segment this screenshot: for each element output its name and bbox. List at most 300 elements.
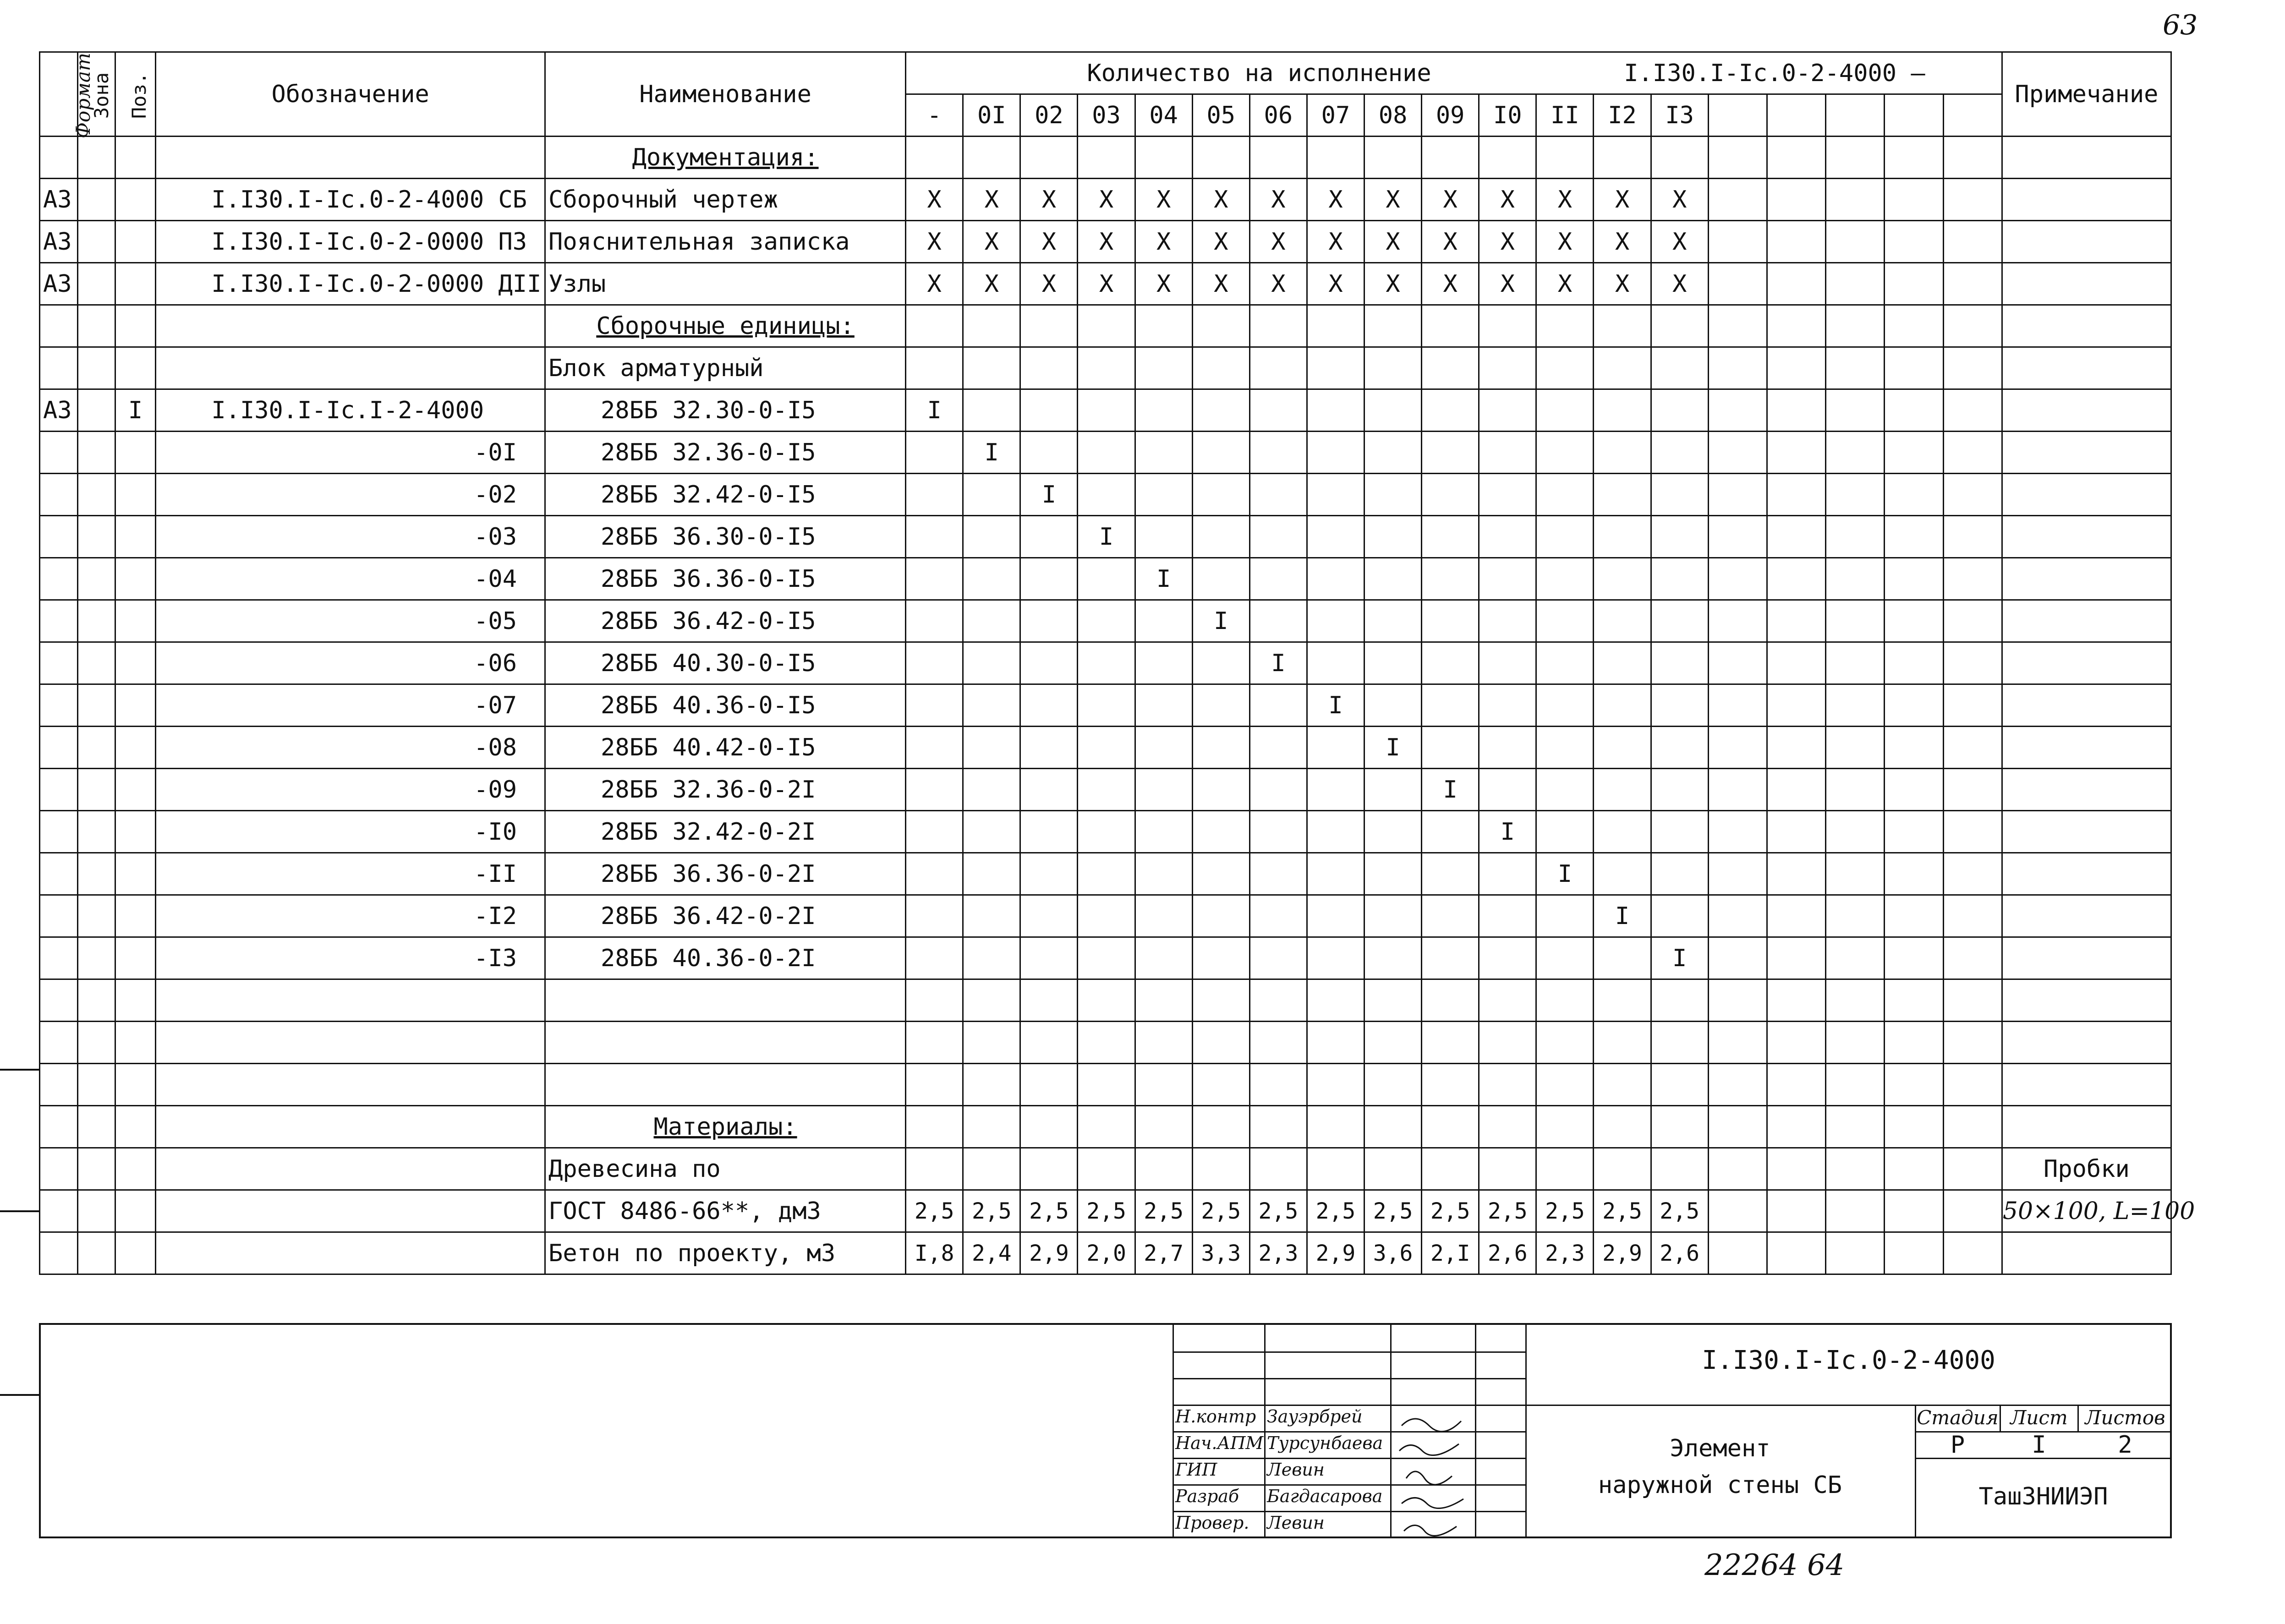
quantity-header bbox=[906, 52, 2002, 94]
quantity-cell bbox=[1479, 474, 1536, 516]
name-cell: 28ББ 36.36-0-2I bbox=[545, 853, 906, 895]
pos-cell bbox=[115, 516, 156, 558]
quantity-cell bbox=[1536, 1106, 1594, 1148]
role-label: Н.контр bbox=[1175, 1406, 1256, 1427]
quantity-cell bbox=[1078, 1106, 1135, 1148]
quantity-cell bbox=[1651, 853, 1708, 895]
role-name: Левин bbox=[1267, 1460, 1325, 1480]
quantity-cell: 2,5 bbox=[1020, 1190, 1078, 1232]
empty-cell bbox=[1708, 221, 1767, 263]
quantity-cell bbox=[1364, 389, 1422, 432]
quantity-cell: 2,9 bbox=[1020, 1232, 1078, 1274]
quantity-cell bbox=[906, 979, 963, 1022]
empty-cell bbox=[1708, 474, 1767, 516]
designation-cell: -09 bbox=[156, 769, 545, 811]
quantity-cell bbox=[1307, 516, 1364, 558]
empty-cell bbox=[1767, 937, 1825, 979]
quantity-cell bbox=[1594, 1022, 1651, 1064]
format-cell bbox=[40, 305, 78, 347]
zone-cell bbox=[78, 1064, 115, 1106]
title-line-2: наружной стены СБ bbox=[1598, 1471, 1842, 1499]
quantity-cell bbox=[1192, 347, 1249, 389]
empty-cell bbox=[1767, 474, 1825, 516]
empty-cell bbox=[1767, 1148, 1825, 1190]
quantity-cell: 2,5 bbox=[1135, 1190, 1192, 1232]
empty-cell bbox=[1943, 727, 2002, 769]
zone-cell bbox=[78, 432, 115, 474]
quantity-cell bbox=[1135, 600, 1192, 642]
quantity-cell bbox=[1536, 137, 1594, 179]
pos-cell bbox=[115, 600, 156, 642]
zone-cell bbox=[78, 474, 115, 516]
empty-cell bbox=[1826, 811, 1885, 853]
quantity-cell bbox=[1594, 684, 1651, 727]
pos-cell bbox=[115, 642, 156, 684]
quantity-cell: 3,6 bbox=[1364, 1232, 1422, 1274]
pos-cell bbox=[115, 1148, 156, 1190]
quantity-cell bbox=[1020, 516, 1078, 558]
quantity-cell bbox=[1364, 895, 1422, 937]
quantity-cell bbox=[1249, 305, 1307, 347]
pos-cell bbox=[115, 221, 156, 263]
quantity-cell bbox=[1536, 432, 1594, 474]
empty-cell bbox=[1943, 979, 2002, 1022]
table-row bbox=[40, 1064, 2171, 1106]
quantity-cell: X bbox=[1422, 179, 1479, 221]
format-cell bbox=[40, 811, 78, 853]
quantity-cell bbox=[1020, 432, 1078, 474]
quantity-cell bbox=[1364, 516, 1422, 558]
name-cell: 28ББ 32.30-0-I5 bbox=[545, 389, 906, 432]
zone-cell bbox=[78, 1190, 115, 1232]
table-row bbox=[40, 389, 2171, 432]
quantity-cell bbox=[1307, 1148, 1364, 1190]
empty-cell bbox=[1767, 347, 1825, 389]
zone-cell bbox=[78, 1148, 115, 1190]
zone-cell bbox=[78, 642, 115, 684]
empty-cell bbox=[1885, 432, 1943, 474]
zone-cell bbox=[78, 600, 115, 642]
quantity-cell bbox=[1078, 853, 1135, 895]
note-cell bbox=[2002, 600, 2171, 642]
empty-cell bbox=[1885, 558, 1943, 600]
quantity-cell bbox=[963, 853, 1020, 895]
quantity-cell bbox=[906, 1022, 963, 1064]
quantity-cell bbox=[1364, 811, 1422, 853]
note-cell bbox=[2002, 516, 2171, 558]
empty-cell bbox=[1826, 179, 1885, 221]
quantity-cell bbox=[906, 516, 963, 558]
name-cell: 28ББ 40.42-0-I5 bbox=[545, 727, 906, 769]
quantity-cell bbox=[1078, 137, 1135, 179]
empty-cell bbox=[1885, 1190, 1943, 1232]
note-cell bbox=[2002, 684, 2171, 727]
name-cell: 28ББ 32.42-0-I5 bbox=[545, 474, 906, 516]
pos-cell bbox=[115, 684, 156, 727]
quantity-cell bbox=[1594, 1148, 1651, 1190]
empty-column-header bbox=[1708, 94, 1767, 137]
empty-cell bbox=[1708, 853, 1767, 895]
empty-cell bbox=[1943, 221, 2002, 263]
empty-cell bbox=[1767, 769, 1825, 811]
pos-cell bbox=[115, 1064, 156, 1106]
margin-tick bbox=[0, 1210, 39, 1212]
quantity-cell bbox=[1135, 137, 1192, 179]
empty-cell bbox=[1885, 811, 1943, 853]
empty-cell bbox=[1885, 853, 1943, 895]
empty-cell bbox=[1885, 895, 1943, 937]
designation-cell bbox=[156, 1190, 545, 1232]
quantity-cell bbox=[1249, 1148, 1307, 1190]
quantity-cell: I bbox=[1249, 642, 1307, 684]
quantity-cell bbox=[1422, 895, 1479, 937]
pos-cell bbox=[115, 727, 156, 769]
quantity-cell: X bbox=[1135, 263, 1192, 305]
quantity-cell bbox=[1192, 979, 1249, 1022]
variant-column-header: 09 bbox=[1422, 94, 1479, 137]
empty-cell bbox=[1767, 179, 1825, 221]
pos-cell bbox=[115, 853, 156, 895]
empty-cell bbox=[1826, 1022, 1885, 1064]
zone-cell bbox=[78, 558, 115, 600]
quantity-cell bbox=[1479, 937, 1536, 979]
zone-cell bbox=[78, 179, 115, 221]
quantity-cell bbox=[963, 347, 1020, 389]
quantity-cell bbox=[1536, 937, 1594, 979]
quantity-cell bbox=[1479, 1022, 1536, 1064]
quantity-cell: 2,6 bbox=[1479, 1232, 1536, 1274]
quantity-cell bbox=[1078, 1022, 1135, 1064]
quantity-cell bbox=[1479, 769, 1536, 811]
archive-stamp: 22264 64 bbox=[1704, 1548, 1845, 1582]
quantity-cell bbox=[1479, 432, 1536, 474]
quantity-cell bbox=[963, 937, 1020, 979]
quantity-cell bbox=[1422, 642, 1479, 684]
quantity-cell bbox=[1078, 727, 1135, 769]
quantity-cell bbox=[1192, 769, 1249, 811]
quantity-cell bbox=[1249, 1064, 1307, 1106]
empty-cell bbox=[1767, 137, 1825, 179]
empty-cell bbox=[1826, 769, 1885, 811]
empty-cell bbox=[1826, 895, 1885, 937]
quantity-cell bbox=[1307, 895, 1364, 937]
quantity-cell bbox=[906, 642, 963, 684]
name-cell: Древесина по bbox=[545, 1148, 906, 1190]
empty-cell bbox=[1767, 811, 1825, 853]
quantity-cell bbox=[1135, 727, 1192, 769]
designation-cell bbox=[156, 347, 545, 389]
empty-cell bbox=[1767, 1022, 1825, 1064]
zone-cell bbox=[78, 221, 115, 263]
role-label: Нач.АПМ bbox=[1175, 1433, 1264, 1453]
table-row bbox=[40, 684, 2171, 727]
quantity-cell: X bbox=[1594, 179, 1651, 221]
empty-cell bbox=[1885, 979, 1943, 1022]
organization: ТашЗНИИЭП bbox=[1978, 1483, 2108, 1510]
quantity-cell bbox=[1307, 1064, 1364, 1106]
quantity-cell bbox=[1307, 811, 1364, 853]
quantity-cell: I bbox=[1479, 811, 1536, 853]
quantity-cell bbox=[1422, 1022, 1479, 1064]
designation-cell: -02 bbox=[156, 474, 545, 516]
quantity-cell: 2,5 bbox=[1422, 1190, 1479, 1232]
empty-cell bbox=[1885, 642, 1943, 684]
quantity-cell bbox=[906, 769, 963, 811]
zone-cell bbox=[78, 937, 115, 979]
quantity-cell: I,8 bbox=[906, 1232, 963, 1274]
quantity-cell bbox=[1651, 979, 1708, 1022]
quantity-cell bbox=[1020, 642, 1078, 684]
table-row bbox=[40, 516, 2171, 558]
quantity-cell bbox=[1422, 979, 1479, 1022]
format-cell bbox=[40, 727, 78, 769]
note-cell bbox=[2002, 853, 2171, 895]
format-cell bbox=[40, 1022, 78, 1064]
designation-cell bbox=[156, 137, 545, 179]
quantity-cell bbox=[1594, 1106, 1651, 1148]
quantity-cell: I bbox=[1422, 769, 1479, 811]
quantity-cell bbox=[1364, 137, 1422, 179]
empty-cell bbox=[1943, 179, 2002, 221]
quantity-cell: I bbox=[1192, 600, 1249, 642]
empty-cell bbox=[1826, 1064, 1885, 1106]
quantity-cell bbox=[906, 684, 963, 727]
title-block bbox=[39, 1323, 2172, 1538]
quantity-cell bbox=[1192, 389, 1249, 432]
quantity-cell bbox=[963, 769, 1020, 811]
table-row bbox=[40, 432, 2171, 474]
quantity-cell bbox=[1536, 474, 1594, 516]
quantity-cell bbox=[1192, 516, 1249, 558]
empty-cell bbox=[1708, 389, 1767, 432]
quantity-cell bbox=[1078, 347, 1135, 389]
quantity-cell bbox=[1307, 769, 1364, 811]
quantity-cell bbox=[1307, 137, 1364, 179]
quantity-cell: X bbox=[1479, 263, 1536, 305]
format-cell bbox=[40, 895, 78, 937]
zone-cell bbox=[78, 684, 115, 727]
quantity-cell: 2,9 bbox=[1594, 1232, 1651, 1274]
sheet-label: Лист bbox=[2010, 1406, 2068, 1429]
table-header bbox=[40, 52, 2171, 137]
empty-cell bbox=[1943, 642, 2002, 684]
quantity-cell bbox=[1651, 811, 1708, 853]
quantity-cell bbox=[1192, 1148, 1249, 1190]
zone-cell bbox=[78, 1106, 115, 1148]
empty-cell bbox=[1826, 684, 1885, 727]
quantity-cell: 2,5 bbox=[1594, 1190, 1651, 1232]
empty-cell bbox=[1767, 853, 1825, 895]
quantity-cell bbox=[1479, 389, 1536, 432]
quantity-cell bbox=[1536, 389, 1594, 432]
empty-cell bbox=[1708, 1190, 1767, 1232]
quantity-cell bbox=[1594, 937, 1651, 979]
pos-cell bbox=[115, 474, 156, 516]
quantity-cell bbox=[1536, 895, 1594, 937]
table-row bbox=[40, 305, 2171, 347]
variant-column-header: 04 bbox=[1135, 94, 1192, 137]
format-cell bbox=[40, 137, 78, 179]
specification bbox=[39, 51, 2195, 1275]
designation-cell bbox=[156, 1232, 545, 1274]
quantity-cell: X bbox=[1364, 221, 1422, 263]
quantity-cell bbox=[963, 1064, 1020, 1106]
pos-cell bbox=[115, 811, 156, 853]
empty-cell bbox=[1767, 979, 1825, 1022]
section-title: Документация: bbox=[632, 143, 819, 171]
quantity-cell bbox=[1135, 389, 1192, 432]
note-cell bbox=[2002, 937, 2171, 979]
format-cell bbox=[40, 853, 78, 895]
pos-cell bbox=[115, 1022, 156, 1064]
quantity-cell bbox=[1422, 1064, 1479, 1106]
quantity-cell: X bbox=[1364, 263, 1422, 305]
format-cell bbox=[40, 642, 78, 684]
quantity-cell: X bbox=[906, 221, 963, 263]
quantity-cell bbox=[906, 600, 963, 642]
quantity-cell bbox=[1422, 1148, 1479, 1190]
format-cell bbox=[40, 474, 78, 516]
handwritten-signatures bbox=[1392, 1407, 1475, 1540]
empty-cell bbox=[1885, 263, 1943, 305]
quantity-cell bbox=[1651, 600, 1708, 642]
quantity-cell bbox=[1594, 853, 1651, 895]
quantity-cell: X bbox=[1536, 221, 1594, 263]
designation-cell bbox=[156, 1106, 545, 1148]
quantity-cell bbox=[906, 1106, 963, 1148]
quantity-cell bbox=[1192, 684, 1249, 727]
empty-cell bbox=[1943, 937, 2002, 979]
designation-cell: -03 bbox=[156, 516, 545, 558]
zone-cell bbox=[78, 853, 115, 895]
note-cell: Пробки bbox=[2002, 1148, 2171, 1190]
empty-cell bbox=[1767, 600, 1825, 642]
quantity-cell bbox=[963, 1148, 1020, 1190]
quantity-cell bbox=[1364, 684, 1422, 727]
quantity-cell bbox=[1422, 137, 1479, 179]
quantity-cell bbox=[1364, 1022, 1422, 1064]
format-cell bbox=[40, 684, 78, 727]
title-line-1: Элемент bbox=[1670, 1435, 1770, 1462]
zone-cell bbox=[78, 769, 115, 811]
quantity-cell bbox=[1307, 305, 1364, 347]
quantity-cell: I bbox=[1594, 895, 1651, 937]
quantity-cell bbox=[1536, 727, 1594, 769]
quantity-cell bbox=[963, 558, 1020, 600]
pos-cell bbox=[115, 1106, 156, 1148]
empty-cell bbox=[1767, 432, 1825, 474]
quantity-cell bbox=[1651, 1022, 1708, 1064]
quantity-cell bbox=[963, 684, 1020, 727]
quantity-cell bbox=[1364, 305, 1422, 347]
quantity-cell bbox=[1536, 979, 1594, 1022]
empty-cell bbox=[1885, 474, 1943, 516]
quantity-cell bbox=[1479, 642, 1536, 684]
quantity-cell bbox=[1364, 1106, 1422, 1148]
specification-table bbox=[39, 51, 2195, 1275]
quantity-cell bbox=[1479, 137, 1536, 179]
quantity-cell bbox=[1307, 389, 1364, 432]
name-cell: 28ББ 40.30-0-I5 bbox=[545, 642, 906, 684]
zone-cell bbox=[78, 1022, 115, 1064]
note-cell bbox=[2002, 305, 2171, 347]
quantity-cell: X bbox=[1364, 179, 1422, 221]
quantity-cell bbox=[1249, 1106, 1307, 1148]
empty-cell bbox=[1767, 221, 1825, 263]
quantity-cell bbox=[963, 1106, 1020, 1148]
quantity-cell bbox=[1078, 1148, 1135, 1190]
quantity-cell bbox=[1594, 389, 1651, 432]
table-row bbox=[40, 727, 2171, 769]
quantity-cell bbox=[906, 347, 963, 389]
quantity-cell bbox=[1135, 474, 1192, 516]
empty-cell bbox=[1885, 179, 1943, 221]
pos-cell bbox=[115, 1232, 156, 1274]
name-cell bbox=[545, 979, 906, 1022]
empty-cell bbox=[1767, 263, 1825, 305]
zone-cell bbox=[78, 305, 115, 347]
pos-cell bbox=[115, 347, 156, 389]
note-cell bbox=[2002, 558, 2171, 600]
table-row bbox=[40, 1232, 2171, 1274]
empty-cell bbox=[1826, 347, 1885, 389]
quantity-cell: 2,5 bbox=[906, 1190, 963, 1232]
empty-cell bbox=[1708, 769, 1767, 811]
quantity-cell bbox=[1651, 558, 1708, 600]
table-row bbox=[40, 853, 2171, 895]
name-cell: 28ББ 36.42-0-2I bbox=[545, 895, 906, 937]
quantity-cell: 2,5 bbox=[1364, 1190, 1422, 1232]
designation-cell: -08 bbox=[156, 727, 545, 769]
quantity-cell: I bbox=[1135, 558, 1192, 600]
name-header: Наименование bbox=[545, 52, 906, 137]
empty-column-header bbox=[1826, 94, 1885, 137]
quantity-cell: I bbox=[1307, 684, 1364, 727]
empty-cell bbox=[1826, 516, 1885, 558]
empty-cell bbox=[1826, 474, 1885, 516]
format-cell bbox=[40, 600, 78, 642]
empty-cell bbox=[1708, 937, 1767, 979]
empty-cell bbox=[1708, 347, 1767, 389]
note-cell bbox=[2002, 769, 2171, 811]
format-cell bbox=[40, 1106, 78, 1148]
pos-cell bbox=[115, 558, 156, 600]
quantity-cell bbox=[1479, 727, 1536, 769]
name-cell bbox=[545, 1064, 906, 1106]
empty-cell bbox=[1826, 389, 1885, 432]
note-cell bbox=[2002, 1106, 2171, 1148]
note-cell bbox=[2002, 263, 2171, 305]
zone-cell bbox=[78, 811, 115, 853]
quantity-cell bbox=[1536, 642, 1594, 684]
quantity-cell bbox=[1594, 642, 1651, 684]
quantity-cell bbox=[1651, 474, 1708, 516]
quantity-cell bbox=[1594, 1064, 1651, 1106]
designation-cell: -I0 bbox=[156, 811, 545, 853]
note-cell bbox=[2002, 642, 2171, 684]
note-cell bbox=[2002, 179, 2171, 221]
quantity-cell bbox=[1536, 558, 1594, 600]
quantity-cell bbox=[1135, 432, 1192, 474]
format-header: Формат bbox=[40, 52, 78, 137]
name-cell: Пояснительная записка bbox=[545, 221, 906, 263]
empty-cell bbox=[1708, 305, 1767, 347]
quantity-cell bbox=[963, 895, 1020, 937]
pos-cell bbox=[115, 263, 156, 305]
quantity-cell: I bbox=[1364, 727, 1422, 769]
empty-cell bbox=[1826, 979, 1885, 1022]
quantity-cell: 2,3 bbox=[1536, 1232, 1594, 1274]
